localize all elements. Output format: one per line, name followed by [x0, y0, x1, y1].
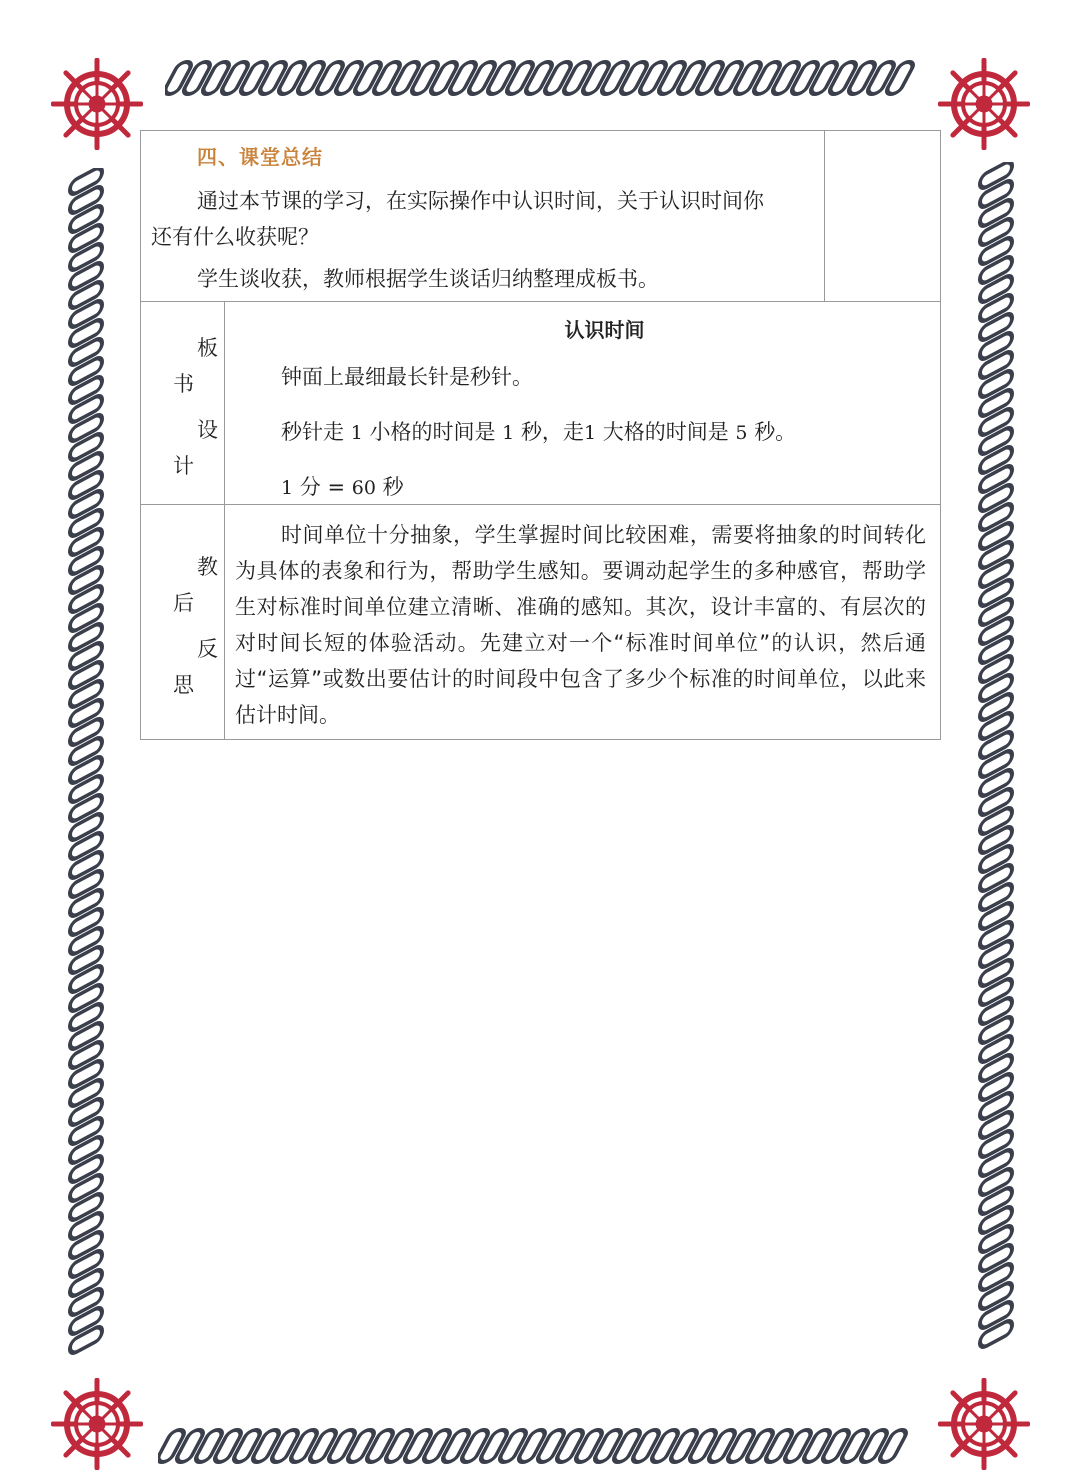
label-char: 设	[197, 418, 218, 442]
board-text: 秒	[382, 475, 404, 499]
board-text: 秒，走	[520, 420, 584, 444]
label-char: 书	[173, 372, 194, 396]
label-char: 计	[173, 454, 194, 478]
board-number: 1	[350, 422, 363, 444]
board-number: 5	[735, 422, 748, 444]
summary-question-line1: 通过本节课的学习，在实际操作中认识时间，关于认识时间你	[197, 189, 764, 213]
rope-border-left	[66, 168, 106, 1358]
reflection-text: 时间单位十分抽象，学生掌握时间比较困难，需要将抽象的时间转化为具体的表象和行为，帮助学生感知。要调动起学生的多种感官，帮助学生对标准时间单位建立清晰、准确的感知。其次，设计丰富的、有层次的对时间长短的体验活动。先建立对一个“标准时间单位”的认识，然后通过“运算”或数出要估计的时间段中包含了多少个标准的时间单位，以此来估计时间。	[235, 523, 926, 727]
label-char: 教	[197, 555, 218, 579]
label-char: 反	[197, 637, 218, 661]
board-design-content	[225, 302, 941, 505]
summary-cell	[141, 131, 825, 302]
board-text: 秒。	[754, 420, 797, 444]
ship-wheel-icon	[938, 1378, 1030, 1470]
board-text: 分 =	[299, 475, 346, 499]
board-design-label	[141, 302, 225, 505]
label-char: 后	[173, 591, 194, 615]
board-number: 1	[583, 422, 597, 444]
reflection-label	[141, 505, 225, 740]
section-heading: 四、课堂总结	[197, 145, 323, 169]
board-line-1: 钟面上最细最长针是秒针。	[281, 365, 533, 389]
summary-activity: 学生谈收获，教师根据学生谈话归纳整理成板书。	[197, 267, 659, 291]
reflection-row	[141, 505, 941, 740]
rope-border-top	[165, 58, 920, 98]
board-title: 认识时间	[564, 318, 645, 342]
ship-wheel-icon	[938, 58, 1030, 150]
label-char: 板	[197, 336, 218, 360]
ship-wheel-icon	[51, 1378, 143, 1470]
board-line-2	[281, 416, 940, 446]
summary-question	[141, 183, 824, 255]
board-number: 1	[502, 422, 515, 444]
board-text: 小格的时间是	[369, 420, 496, 444]
board-text: 秒针走	[281, 420, 344, 444]
label-char: 思	[173, 673, 194, 697]
reflection-content	[225, 505, 941, 740]
rope-border-right	[976, 162, 1016, 1358]
board-number: 60	[351, 477, 376, 499]
lesson-plan-table	[140, 130, 941, 740]
board-line-3	[281, 471, 940, 501]
ship-wheel-icon	[51, 58, 143, 150]
board-text: 大格的时间是	[602, 420, 729, 444]
summary-question-line2: 还有什么收获呢？	[151, 225, 319, 249]
rope-border-bottom	[158, 1426, 913, 1466]
summary-side-cell	[825, 131, 941, 302]
board-design-row	[141, 302, 941, 505]
board-number: 1	[281, 477, 294, 499]
summary-row	[141, 131, 941, 302]
